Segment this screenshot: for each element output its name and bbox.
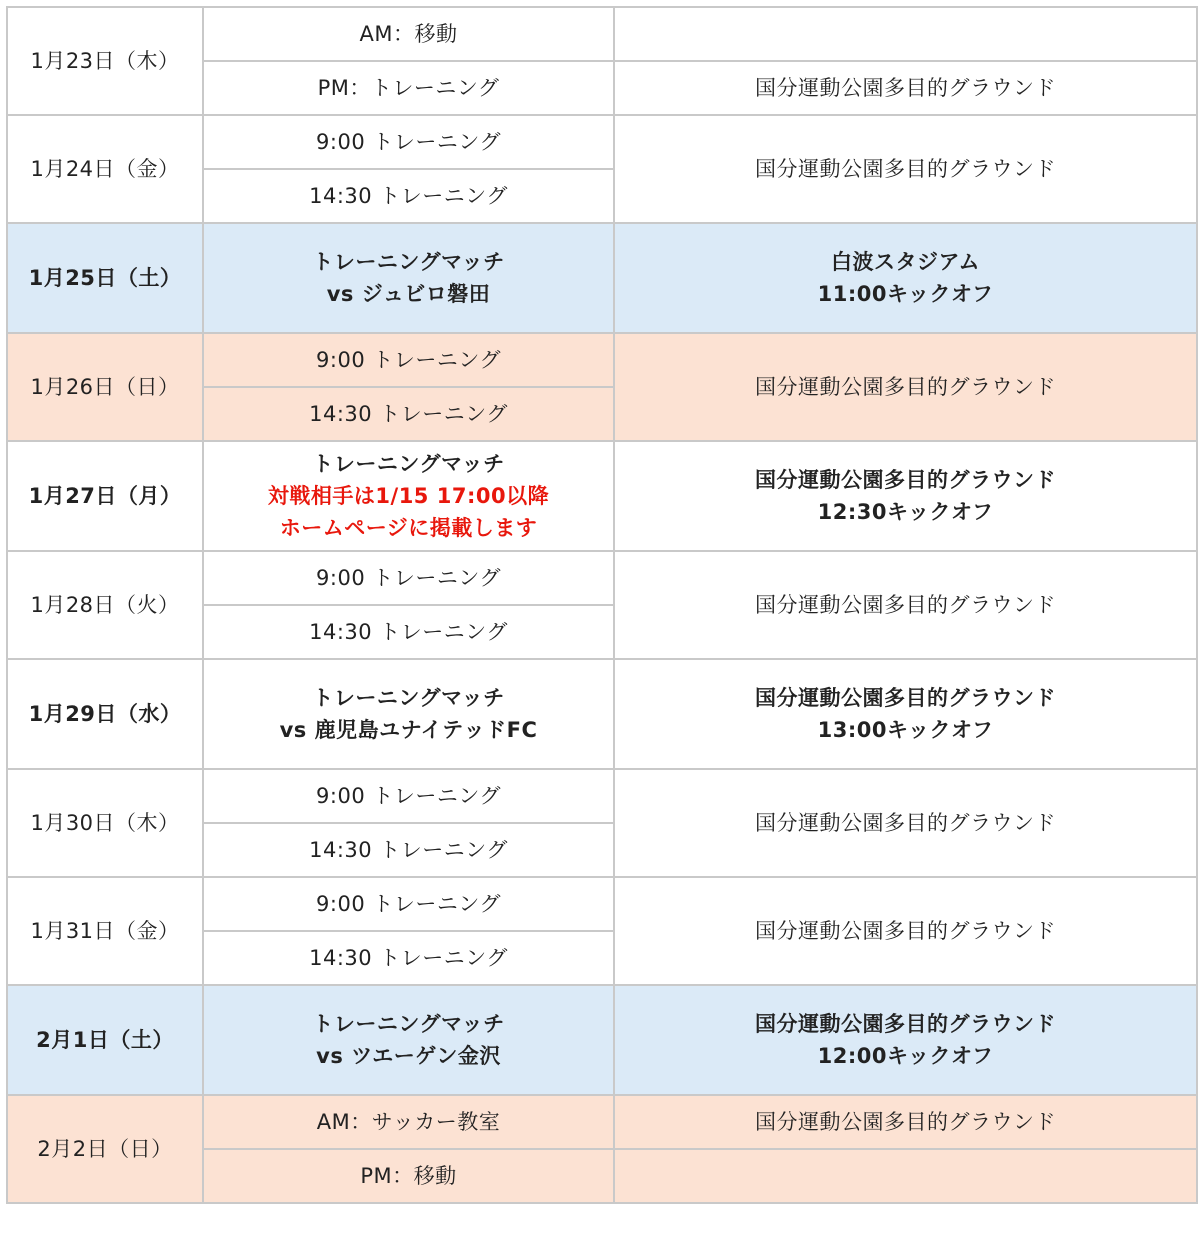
camp-schedule-table — [6, 6, 1198, 1204]
pm-activity-cell: PM：トレーニング — [203, 61, 614, 115]
date-cell: 1月23日（木） — [7, 7, 203, 115]
am-activity-cell: 9:00 トレーニング — [203, 769, 614, 823]
venue-name: 国分運動公園多目的グラウンド — [755, 686, 1056, 710]
date-cell: 1月27日（月） — [7, 441, 203, 551]
pm-venue-cell — [614, 1149, 1197, 1203]
kickoff-time: 12:00キックオフ — [817, 1044, 994, 1068]
opponent-notice: 対戦相手は1/15 17:00以降 — [267, 484, 550, 508]
match-row — [7, 441, 1197, 551]
opponent: vs 鹿児島ユナイテッドFC — [279, 718, 538, 742]
venue-name: 国分運動公園多目的グラウンド — [755, 1012, 1056, 1036]
pm-activity-cell: PM：移動 — [203, 1149, 614, 1203]
kickoff-time: 12:30キックオフ — [817, 500, 994, 524]
date-cell: 1月25日（土） — [7, 223, 203, 333]
venue-cell: 国分運動公園多目的グラウンド — [614, 333, 1197, 441]
kickoff-time: 13:00キックオフ — [817, 718, 994, 742]
am-activity-cell: 9:00 トレーニング — [203, 115, 614, 169]
pm-activity-cell: 14:30 トレーニング — [203, 387, 614, 441]
venue-cell — [614, 441, 1197, 551]
schedule-row — [7, 115, 1197, 169]
date-cell: 1月29日（水） — [7, 659, 203, 769]
am-venue-cell: 国分運動公園多目的グラウンド — [614, 1095, 1197, 1149]
am-activity-cell: AM：移動 — [203, 7, 614, 61]
am-activity-cell: 9:00 トレーニング — [203, 877, 614, 931]
venue-name: 白波スタジアム — [830, 250, 981, 274]
pm-venue-cell: 国分運動公園多目的グラウンド — [614, 61, 1197, 115]
schedule-row — [7, 1095, 1197, 1149]
match-title: トレーニングマッチ — [312, 1012, 505, 1036]
match-cell — [203, 441, 614, 551]
venue-cell — [614, 985, 1197, 1095]
match-row — [7, 223, 1197, 333]
pm-activity-cell: 14:30 トレーニング — [203, 823, 614, 877]
match-title: トレーニングマッチ — [312, 250, 505, 274]
match-title: トレーニングマッチ — [312, 686, 505, 710]
venue-name: 国分運動公園多目的グラウンド — [755, 468, 1056, 492]
am-activity-cell: AM：サッカー教室 — [203, 1095, 614, 1149]
schedule-row — [7, 551, 1197, 605]
venue-cell — [614, 659, 1197, 769]
pm-activity-cell: 14:30 トレーニング — [203, 931, 614, 985]
schedule-row — [7, 7, 1197, 61]
venue-cell: 国分運動公園多目的グラウンド — [614, 115, 1197, 223]
match-cell — [203, 223, 614, 333]
date-cell: 1月30日（木） — [7, 769, 203, 877]
kickoff-time: 11:00キックオフ — [817, 282, 994, 306]
schedule-row — [7, 769, 1197, 823]
date-cell: 2月2日（日） — [7, 1095, 203, 1203]
opponent: vs ツエーゲン金沢 — [316, 1044, 501, 1068]
opponent: vs ジュビロ磐田 — [326, 282, 491, 306]
schedule-row — [7, 333, 1197, 387]
match-cell — [203, 985, 614, 1095]
venue-cell — [614, 223, 1197, 333]
venue-cell: 国分運動公園多目的グラウンド — [614, 877, 1197, 985]
date-cell: 1月31日（金） — [7, 877, 203, 985]
match-row — [7, 659, 1197, 769]
venue-cell: 国分運動公園多目的グラウンド — [614, 551, 1197, 659]
pm-activity-cell: 14:30 トレーニング — [203, 169, 614, 223]
date-cell: 1月24日（金） — [7, 115, 203, 223]
date-cell: 2月1日（土） — [7, 985, 203, 1095]
match-cell — [203, 659, 614, 769]
am-venue-cell — [614, 7, 1197, 61]
am-activity-cell: 9:00 トレーニング — [203, 333, 614, 387]
pm-activity-cell: 14:30 トレーニング — [203, 605, 614, 659]
am-activity-cell: 9:00 トレーニング — [203, 551, 614, 605]
opponent-notice: ホームページに掲載します — [279, 516, 538, 540]
venue-cell: 国分運動公園多目的グラウンド — [614, 769, 1197, 877]
schedule-row — [7, 877, 1197, 931]
date-cell: 1月26日（日） — [7, 333, 203, 441]
date-cell: 1月28日（火） — [7, 551, 203, 659]
match-row — [7, 985, 1197, 1095]
match-title: トレーニングマッチ — [312, 452, 505, 476]
